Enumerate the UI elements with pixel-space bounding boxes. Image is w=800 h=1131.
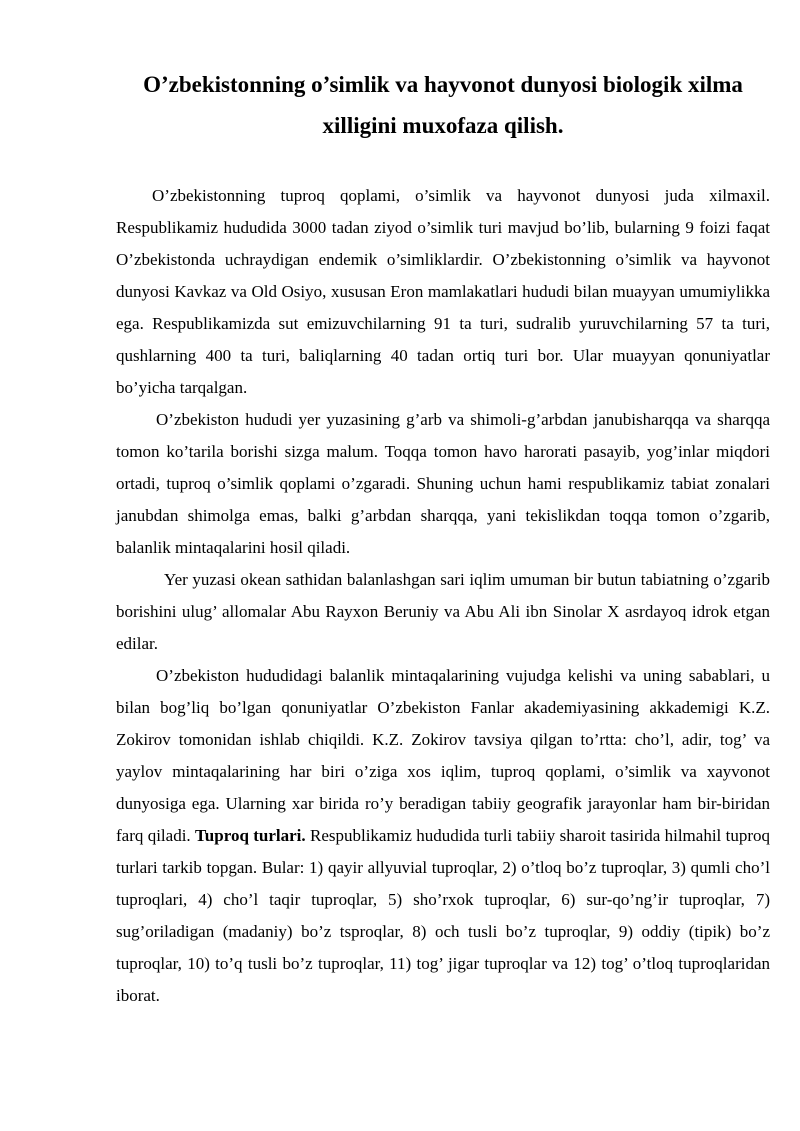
document-title: O’zbekistonning o’simlik va hayvonot dunyosi biologik xilma xilligini muxofaza qilish. xyxy=(143,72,743,138)
paragraph-4-text: O’zbekiston hududidagi balanlik mintaqalarining vujudga kelishi va uning sabablari, u bilan bog’liq bo’lgan qonuniyatlar O’zbekiston Fanlar akademiyasining akkademigi K.Z. Zokirov tomonidan ishlab chiqildi. K.Z. Zokirov tavsiya qilgan to’rtta: cho’l, adir, tog’ va yaylov mintaqalarining har biri o’ziga xos iqlim, tuproq qoplami, o’simlik va xayvonot dunyosiga ega. Ularning xar birida ro’y beradigan tabiiy geografik jarayonlar ham bir-biridan farq qiladi. xyxy=(116,666,770,845)
paragraph-1: O’zbekistonning tuproq qoplami, o’simlik va hayvonot dunyosi juda xilmaxil. Respublikamiz hududida 3000 tadan ziyod o’simlik turi mavjud bo’lib, bularning 9 foizi faqat O’zbekistonda uchraydigan endemik o’simliklardir. O’zbekistonning o’simlik va hayvonot dunyosi Kavkaz va Old Osiyo, xususan Eron mamlakatlari hududi bilan muayyan umumiylikka ega. Respublikamizda sut emizuvchilarning 91 ta turi, sudralib yuruvchilarning 57 ta turi, qushlarning 400 ta turi, baliqlarning 40 tadan ortiq turi bor. Ular muayyan qonuniyatlar bo’yicha tarqalgan. xyxy=(116,186,770,397)
paragraph-2: O’zbekiston hududi yer yuzasining g’arb va shimoli-g’arbdan janubisharqqa va sharqqa tomon ko’tarila borishi sizga malum. Toqqa tomon havo harorati pasayib, yog’inlar miqdori ortadi, tuproq o’simlik qoplami o’zgaradi. Shuning uchun hami respublikamiz tabiat zonalari janubdan shimolga emas, balki g’arbdan sharqqa, yani tekislikdan toqqa tomon o’zgarib, balanlik mintaqalarini hosil qiladi. xyxy=(116,410,770,557)
document-page xyxy=(116,64,770,1012)
paragraph-3: Yer yuzasi okean sathidan balanlashgan sari iqlim umuman bir butun tabiatning o’zgarib borishini ulug’ allomalar Abu Rayxon Beruniy va Abu Ali ibn Sinolar X asrdayoq idrok etgan edilar. xyxy=(116,570,770,653)
paragraph-4-tail: Respublikamiz hududida turli tabiiy sharoit tasirida hilmahil tuproq turlari tarkib topgan. Bular: 1) qayir allyuvial tuproqlar, 2) o’tloq bo’z tuproqlar, 3) qumli cho’l tuproqlari, 4) cho’l taqir tuproqlar, 5) sho’rxok tuproqlar, 6) sur-qo’ng’ir tuproqlar, 7) sug’oriladigan (madaniy) bo’z tsproqlar, 8) och tusli bo’z tuproqlar, 9) oddiy (tipik) bo’z tuproqlar, 10) to’q tusli bo’z tuproqlar, 11) tog’ jigar tuproqlar va 12) tog’ o’tloq tuproqlaridan iborat. xyxy=(116,826,770,1005)
paragraph-4 xyxy=(116,660,770,1012)
soil-types-heading: Tuproq turlari. xyxy=(195,826,306,845)
